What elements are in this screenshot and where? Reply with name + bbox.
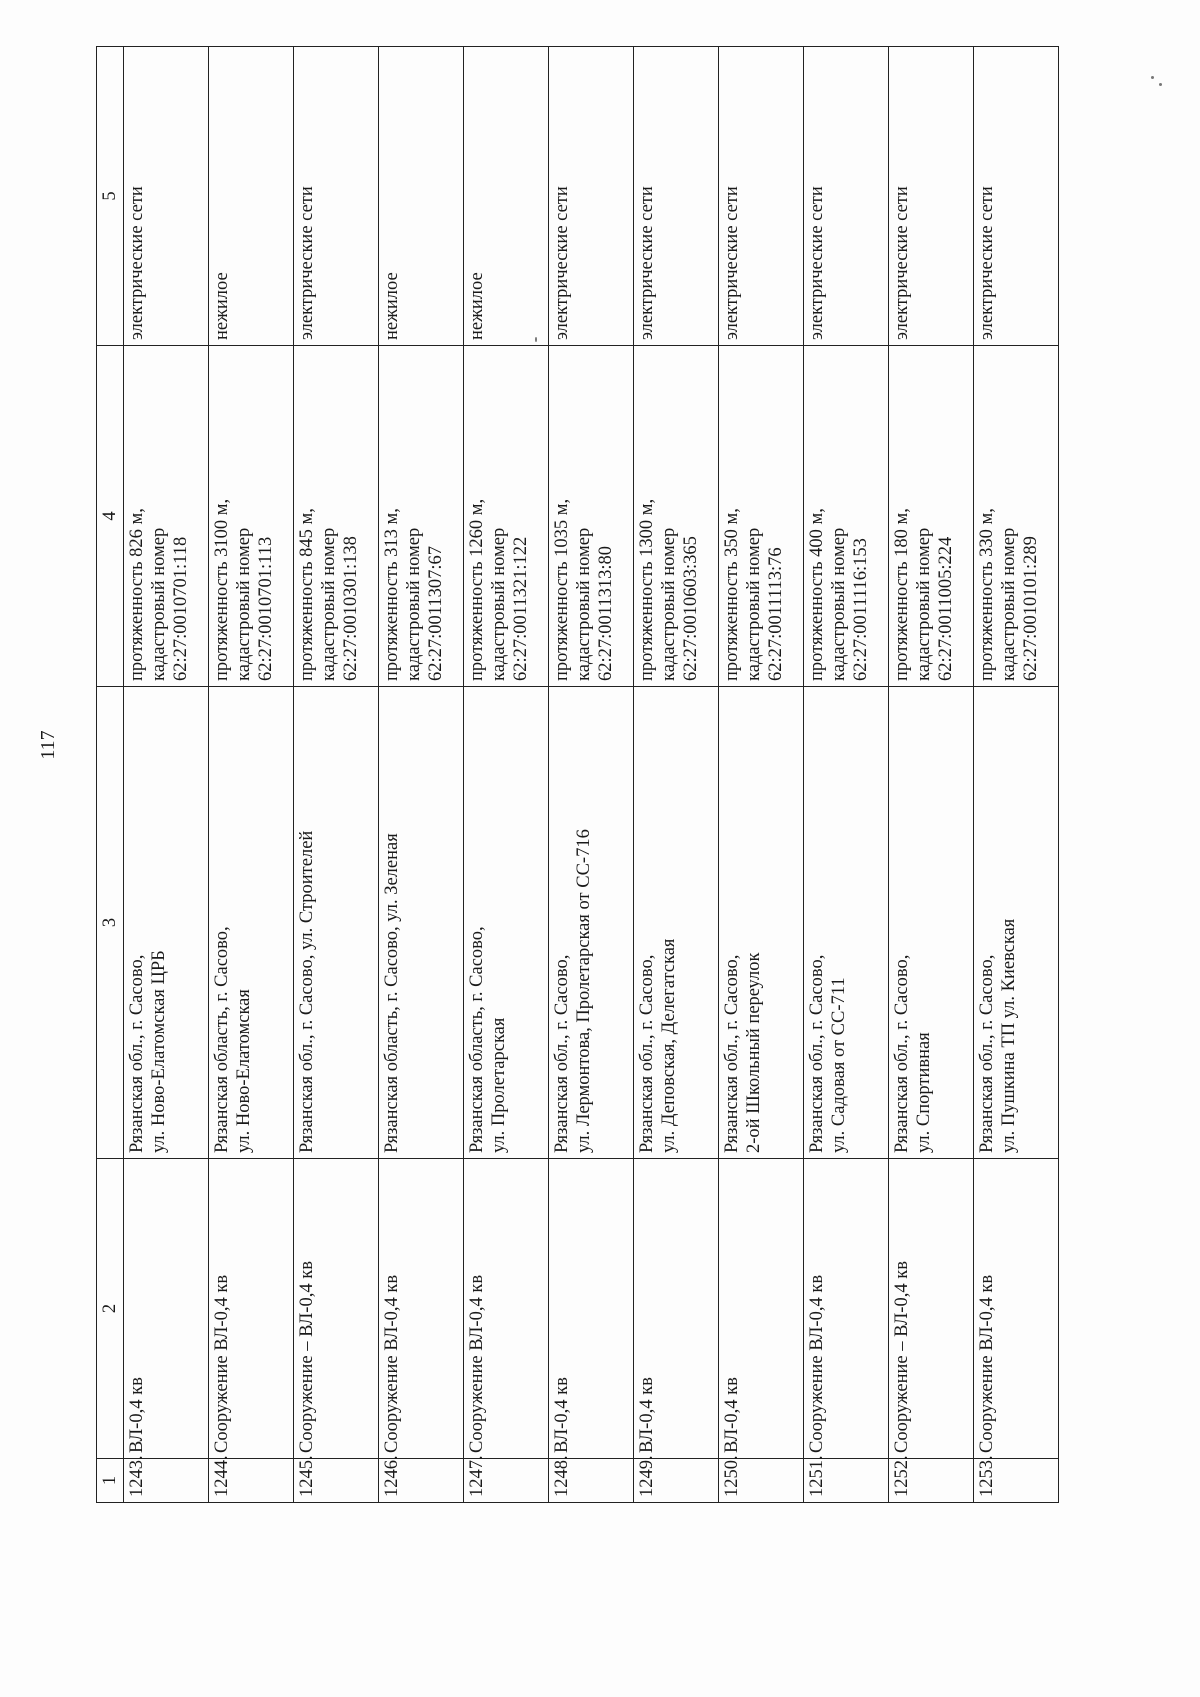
scan-speck [535,337,537,342]
object-type-cell: нежилое [379,47,464,346]
details-line: 62:27:0010701:113 [256,536,276,681]
details-line: протяженность 330 м, [977,508,997,681]
address-line: 2-ой Школьный переулок [744,952,764,1153]
row-number-cell: 1243. [124,1459,209,1503]
address-line: Рязанская область, г. Сасово, [212,926,232,1153]
details-line: протяженность 1300 м, [637,498,657,681]
object-type-cell: электрические сети [634,47,719,346]
address-cell [634,687,719,1159]
details-line: кадастровый номер [149,527,169,681]
row-number-cell: 1246. [379,1459,464,1503]
address-line: ул. Лермонтова, Пролетарская от СС-716 [574,829,594,1153]
row-number-cell: 1245. [294,1459,379,1503]
details-line: кадастровый номер [659,527,679,681]
object-type-cell: электрические сети [719,47,804,346]
details-line: кадастровый номер [404,527,424,681]
register-table [96,46,1059,1503]
page-number: 117 [37,730,59,760]
row-number-cell: 1251. [804,1459,889,1503]
details-line: 62:27:0011313:80 [596,546,616,681]
details-line: протяженность 826 м, [127,508,147,681]
details-line: кадастровый номер [744,527,764,681]
object-name-cell: Сооружение – ВЛ-0,4 кв [889,1159,974,1459]
address-line: ул. Спортивная [914,1032,934,1153]
register-table-body [97,47,1059,1503]
object-type-cell: нежилое [464,47,549,346]
table-row [889,47,974,1503]
details-cell [719,346,804,687]
details-cell [294,346,379,687]
details-cell [209,346,294,687]
details-cell [974,346,1059,687]
table-row [464,47,549,1503]
address-cell [889,687,974,1159]
details-line: 62:27:0011005:224 [936,536,956,681]
rotated-table-wrapper [96,47,1059,1503]
object-type-cell: электрические сети [549,47,634,346]
table-row [549,47,634,1503]
address-cell [719,687,804,1159]
object-name-cell: ВЛ-0,4 кв [124,1159,209,1459]
table-row [804,47,889,1503]
details-line: 62:27:0010101:289 [1021,536,1041,681]
object-type-cell: электрические сети [804,47,889,346]
details-line: протяженность 1260 м, [467,498,487,681]
details-line: 62:27:0011113:76 [766,547,786,681]
scan-speck [1151,76,1154,79]
details-line: кадастровый номер [999,527,1019,681]
details-line: протяженность 180 м, [892,508,912,681]
details-cell [464,346,549,687]
object-name-cell: Сооружение – ВЛ-0,4 кв [294,1159,379,1459]
row-number-cell: 1244. [209,1459,294,1503]
details-line: кадастровый номер [489,527,509,681]
object-name-cell: Сооружение ВЛ-0,4 кв [804,1159,889,1459]
details-cell [379,346,464,687]
table-row [719,47,804,1503]
object-name-cell: Сооружение ВЛ-0,4 кв [464,1159,549,1459]
object-name-cell: ВЛ-0,4 кв [634,1159,719,1459]
table-row [379,47,464,1503]
details-line: 62:27:0010301:138 [341,536,361,681]
address-line: ул. Ново-Елатомская ЦРБ [149,950,169,1153]
details-line: протяженность 3100 м, [212,498,232,681]
table-row [124,47,209,1503]
row-number-cell: 1248. [549,1459,634,1503]
address-line: Рязанская обл., г. Сасово, [552,954,572,1153]
details-cell [124,346,209,687]
table-row [294,47,379,1503]
details-line: кадастровый номер [914,527,934,681]
address-line: ул. Садовая от СС-711 [829,977,849,1153]
object-name-cell: ВЛ-0,4 кв [549,1159,634,1459]
header-cell-5: 5 [97,47,124,346]
scan-speck [1159,83,1162,86]
address-cell [294,687,379,1159]
row-number-cell: 1249. [634,1459,719,1503]
address-cell [379,687,464,1159]
details-line: протяженность 313 м, [382,508,402,681]
object-type-cell: электрические сети [974,47,1059,346]
address-line: ул. Пролетарская [489,1017,509,1153]
details-cell [634,346,719,687]
header-cell-2: 2 [97,1159,124,1459]
address-cell [804,687,889,1159]
object-name-cell: Сооружение ВЛ-0,4 кв [209,1159,294,1459]
details-line: протяженность 1035 м, [552,498,572,681]
table-row [634,47,719,1503]
object-name-cell: ВЛ-0,4 кв [719,1159,804,1459]
address-line: Рязанская область, г. Сасово, [467,926,487,1153]
details-line: 62:27:0011116:153 [851,538,871,681]
address-line: ул. Ново-Елатомская [234,989,254,1153]
object-type-cell: электрические сети [294,47,379,346]
details-line: протяженность 400 м, [807,508,827,681]
row-number-cell: 1253. [974,1459,1059,1503]
details-line: 62:27:0011307:67 [426,546,446,681]
details-line: 62:27:0010603:365 [681,536,701,681]
object-name-cell: Сооружение ВЛ-0,4 кв [974,1159,1059,1459]
address-cell [209,687,294,1159]
details-cell [549,346,634,687]
address-cell [549,687,634,1159]
table-row [974,47,1059,1503]
details-line: протяженность 350 м, [722,508,742,681]
details-line: кадастровый номер [319,527,339,681]
table-row [209,47,294,1503]
address-cell [124,687,209,1159]
address-line: Рязанская обл., г. Сасово, [127,954,147,1153]
object-type-cell: электрические сети [889,47,974,346]
address-line: Рязанская обл., г. Сасово, ул. Строителей [297,830,317,1153]
details-cell [889,346,974,687]
object-type-cell: нежилое [209,47,294,346]
row-number-cell: 1250. [719,1459,804,1503]
header-cell-1: 1 [97,1459,124,1503]
details-cell [804,346,889,687]
details-line: 62:27:0011321:122 [511,536,531,681]
address-line: Рязанская обл., г. Сасово, [977,954,997,1153]
address-line: ул. Деповская, Делегатская [659,938,679,1153]
header-cell-3: 3 [97,687,124,1159]
details-line: протяженность 845 м, [297,508,317,681]
address-line: Рязанская область, г. Сасово, ул. Зеленая [382,833,402,1153]
row-number-cell: 1252. [889,1459,974,1503]
header-row [97,47,124,1503]
details-line: кадастровый номер [829,527,849,681]
address-line: Рязанская обл., г. Сасово, [807,954,827,1153]
header-cell-4: 4 [97,346,124,687]
address-line: Рязанская обл., г. Сасово, [722,954,742,1153]
object-type-cell: электрические сети [124,47,209,346]
address-line: ул. Пушкина ТП ул. Киевская [999,918,1019,1153]
object-name-cell: Сооружение ВЛ-0,4 кв [379,1159,464,1459]
address-cell [974,687,1059,1159]
details-line: кадастровый номер [574,527,594,681]
address-line: Рязанская обл., г. Сасово, [637,954,657,1153]
row-number-cell: 1247. [464,1459,549,1503]
details-line: 62:27:0010701:118 [171,536,191,681]
address-line: Рязанская обл., г. Сасово, [892,954,912,1153]
details-line: кадастровый номер [234,527,254,681]
address-cell [464,687,549,1159]
